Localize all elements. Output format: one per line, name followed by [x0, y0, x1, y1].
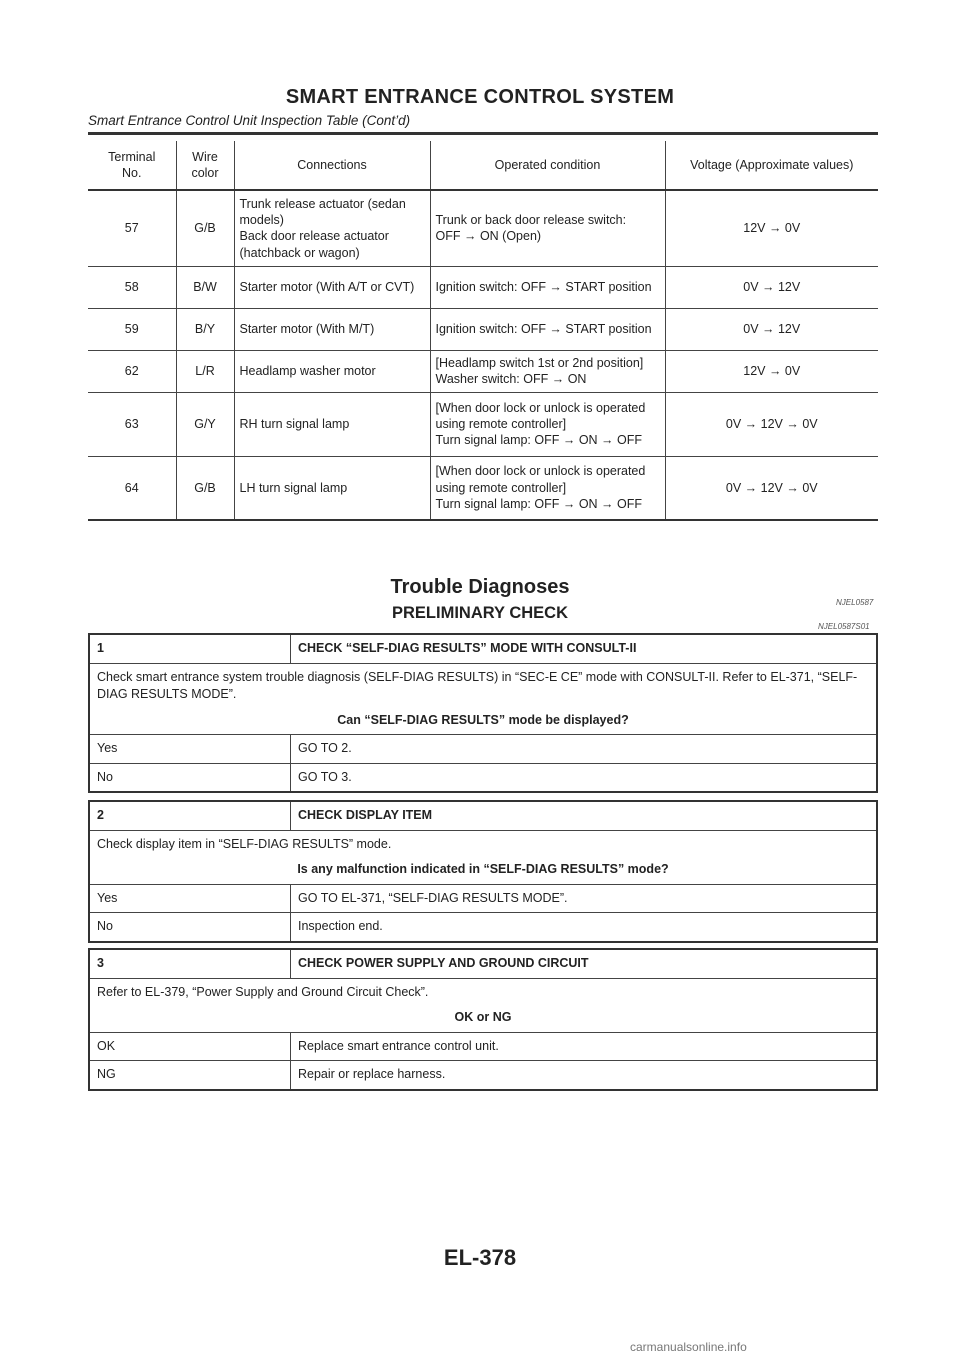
table-row [88, 350, 878, 392]
voltage-cell: 0V → 12V [665, 266, 878, 308]
connections-cell: LH turn signal lamp [234, 456, 430, 520]
answer-label: No [89, 913, 291, 942]
operated-condition-cell: Trunk or back door release switch: OFF → ON (Open) [430, 190, 665, 266]
diagnosis-step-2 [88, 800, 878, 943]
answer-action: GO TO 3. [298, 769, 352, 784]
voltage-cell: 12V → 0V [665, 190, 878, 266]
connections-cell: Headlamp washer motor [234, 350, 430, 392]
answer-action: GO TO 2. [291, 735, 878, 764]
page-title: SMART ENTRANCE CONTROL SYSTEM [285, 86, 675, 108]
step-question: Is any malfunction indicated in “SELF-DIAG RESULTS” mode? [89, 858, 877, 884]
step-description: Check display item in “SELF-DIAG RESULTS” mode. [97, 836, 392, 851]
diagnosis-step-3 [88, 948, 878, 1091]
section-code: NJEL0587 [836, 598, 874, 607]
step-title: CHECK “SELF-DIAG RESULTS” MODE WITH CONSULT-II [291, 634, 878, 663]
operated-condition-cell: [When door lock or unlock is operated using remote controller] Turn signal lamp: OFF → ON → OFF [430, 456, 665, 520]
step-answer-row [89, 763, 877, 792]
header-rule [88, 132, 878, 135]
terminal-cell: 63 [88, 392, 176, 456]
voltage-cell: 12V → 0V [665, 350, 878, 392]
terminal-cell: 57 [88, 190, 176, 266]
column-header-operated-condition: Operated condition [430, 141, 665, 190]
step-question: OK or NG [89, 1006, 877, 1032]
answer-action: Repair or replace harness. [298, 1067, 446, 1081]
step-header-row [89, 949, 877, 978]
step-title: CHECK POWER SUPPLY AND GROUND CIRCUIT [291, 949, 878, 978]
step-description-row [89, 978, 877, 1006]
watermark: carmanualsonline.info [630, 1340, 747, 1354]
page-number: EL-378 [443, 1245, 517, 1270]
table-row [88, 456, 878, 520]
wire-color-cell: L/R [176, 350, 234, 392]
table-row [88, 190, 878, 266]
step-answer-row [89, 1061, 877, 1090]
step-number: 3 [89, 949, 291, 978]
inspection-table [88, 141, 878, 521]
step-header-row [89, 634, 877, 663]
step-answer-row [89, 735, 877, 764]
voltage-cell: 0V → 12V → 0V [665, 392, 878, 456]
operated-condition-cell: Ignition switch: OFF → START position [430, 266, 665, 308]
subsection-code: NJEL0587S01 [818, 622, 870, 631]
step-description-row [89, 830, 877, 858]
step-question-row [89, 709, 877, 735]
wire-color-cell: B/W [176, 266, 234, 308]
answer-label: Yes [89, 884, 291, 913]
step-number: 1 [89, 634, 291, 663]
step-number: 2 [89, 801, 291, 830]
terminal-cell: 62 [88, 350, 176, 392]
voltage-cell: 0V → 12V [665, 308, 878, 350]
answer-label: Yes [89, 735, 291, 764]
terminal-cell: 64 [88, 456, 176, 520]
operated-condition-cell: [When door lock or unlock is operated using remote controller] Turn signal lamp: OFF → ON → OFF [430, 392, 665, 456]
answer-action: Replace smart entrance control unit. [291, 1032, 878, 1061]
answer-label: No [89, 763, 291, 792]
answer-action: GO TO EL-371, “SELF-DIAG RESULTS MODE”. [291, 884, 878, 913]
diagnosis-step-1 [88, 633, 878, 793]
step-question: Can “SELF-DIAG RESULTS” mode be displayed? [89, 709, 877, 735]
subsection-title: PRELIMINARY CHECK [391, 604, 568, 622]
step-header-row [89, 801, 877, 830]
wire-color-cell: G/B [176, 456, 234, 520]
terminal-cell: 59 [88, 308, 176, 350]
table-row [88, 308, 878, 350]
voltage-cell: 0V → 12V → 0V [665, 456, 878, 520]
column-header-connections: Connections [234, 141, 430, 190]
connections-cell: Trunk release actuator (sedan models) Back door release actuator (hatchback or wagon) [234, 190, 430, 266]
step-title: CHECK DISPLAY ITEM [291, 801, 878, 830]
wire-color-cell: G/Y [176, 392, 234, 456]
answer-label: OK [89, 1032, 291, 1061]
answer-action: Inspection end. [298, 919, 383, 933]
connections-cell: Starter motor (With M/T) [234, 308, 430, 350]
terminal-cell: 58 [88, 266, 176, 308]
column-header-voltage: Voltage (Approximate values) [665, 141, 878, 190]
page-subtitle: Smart Entrance Control Unit Inspection Table (Cont’d) [88, 113, 411, 128]
step-description-row [89, 663, 877, 709]
operated-condition-cell: [Headlamp switch 1st or 2nd position] Washer switch: OFF → ON [430, 350, 665, 392]
wire-color-cell: B/Y [176, 308, 234, 350]
operated-condition-cell: Ignition switch: OFF → START position [430, 308, 665, 350]
step-question-row [89, 1006, 877, 1032]
step-answer-row [89, 913, 877, 942]
step-question-row [89, 858, 877, 884]
step-answer-row [89, 1032, 877, 1061]
connections-cell: RH turn signal lamp [234, 392, 430, 456]
wire-color-cell: G/B [176, 190, 234, 266]
inspection-table-header [88, 141, 878, 190]
table-row [88, 392, 878, 456]
connections-cell: Starter motor (With A/T or CVT) [234, 266, 430, 308]
step-description: Check smart entrance system trouble diagnosis (SELF-DIAG RESULTS) in “SEC-E CE” mode with CONSULT-II. Refer to EL-371, “SELF-DIAG RESULTS MODE”. [97, 669, 858, 701]
table-row [88, 266, 878, 308]
section-title: Trouble Diagnoses [390, 576, 570, 598]
column-header-wire-color: Wire color [176, 141, 234, 190]
column-header-terminal: Terminal No. [88, 141, 176, 190]
answer-label: NG [89, 1061, 291, 1090]
step-description: Refer to EL-379, “Power Supply and Ground Circuit Check”. [97, 984, 429, 999]
step-answer-row [89, 884, 877, 913]
